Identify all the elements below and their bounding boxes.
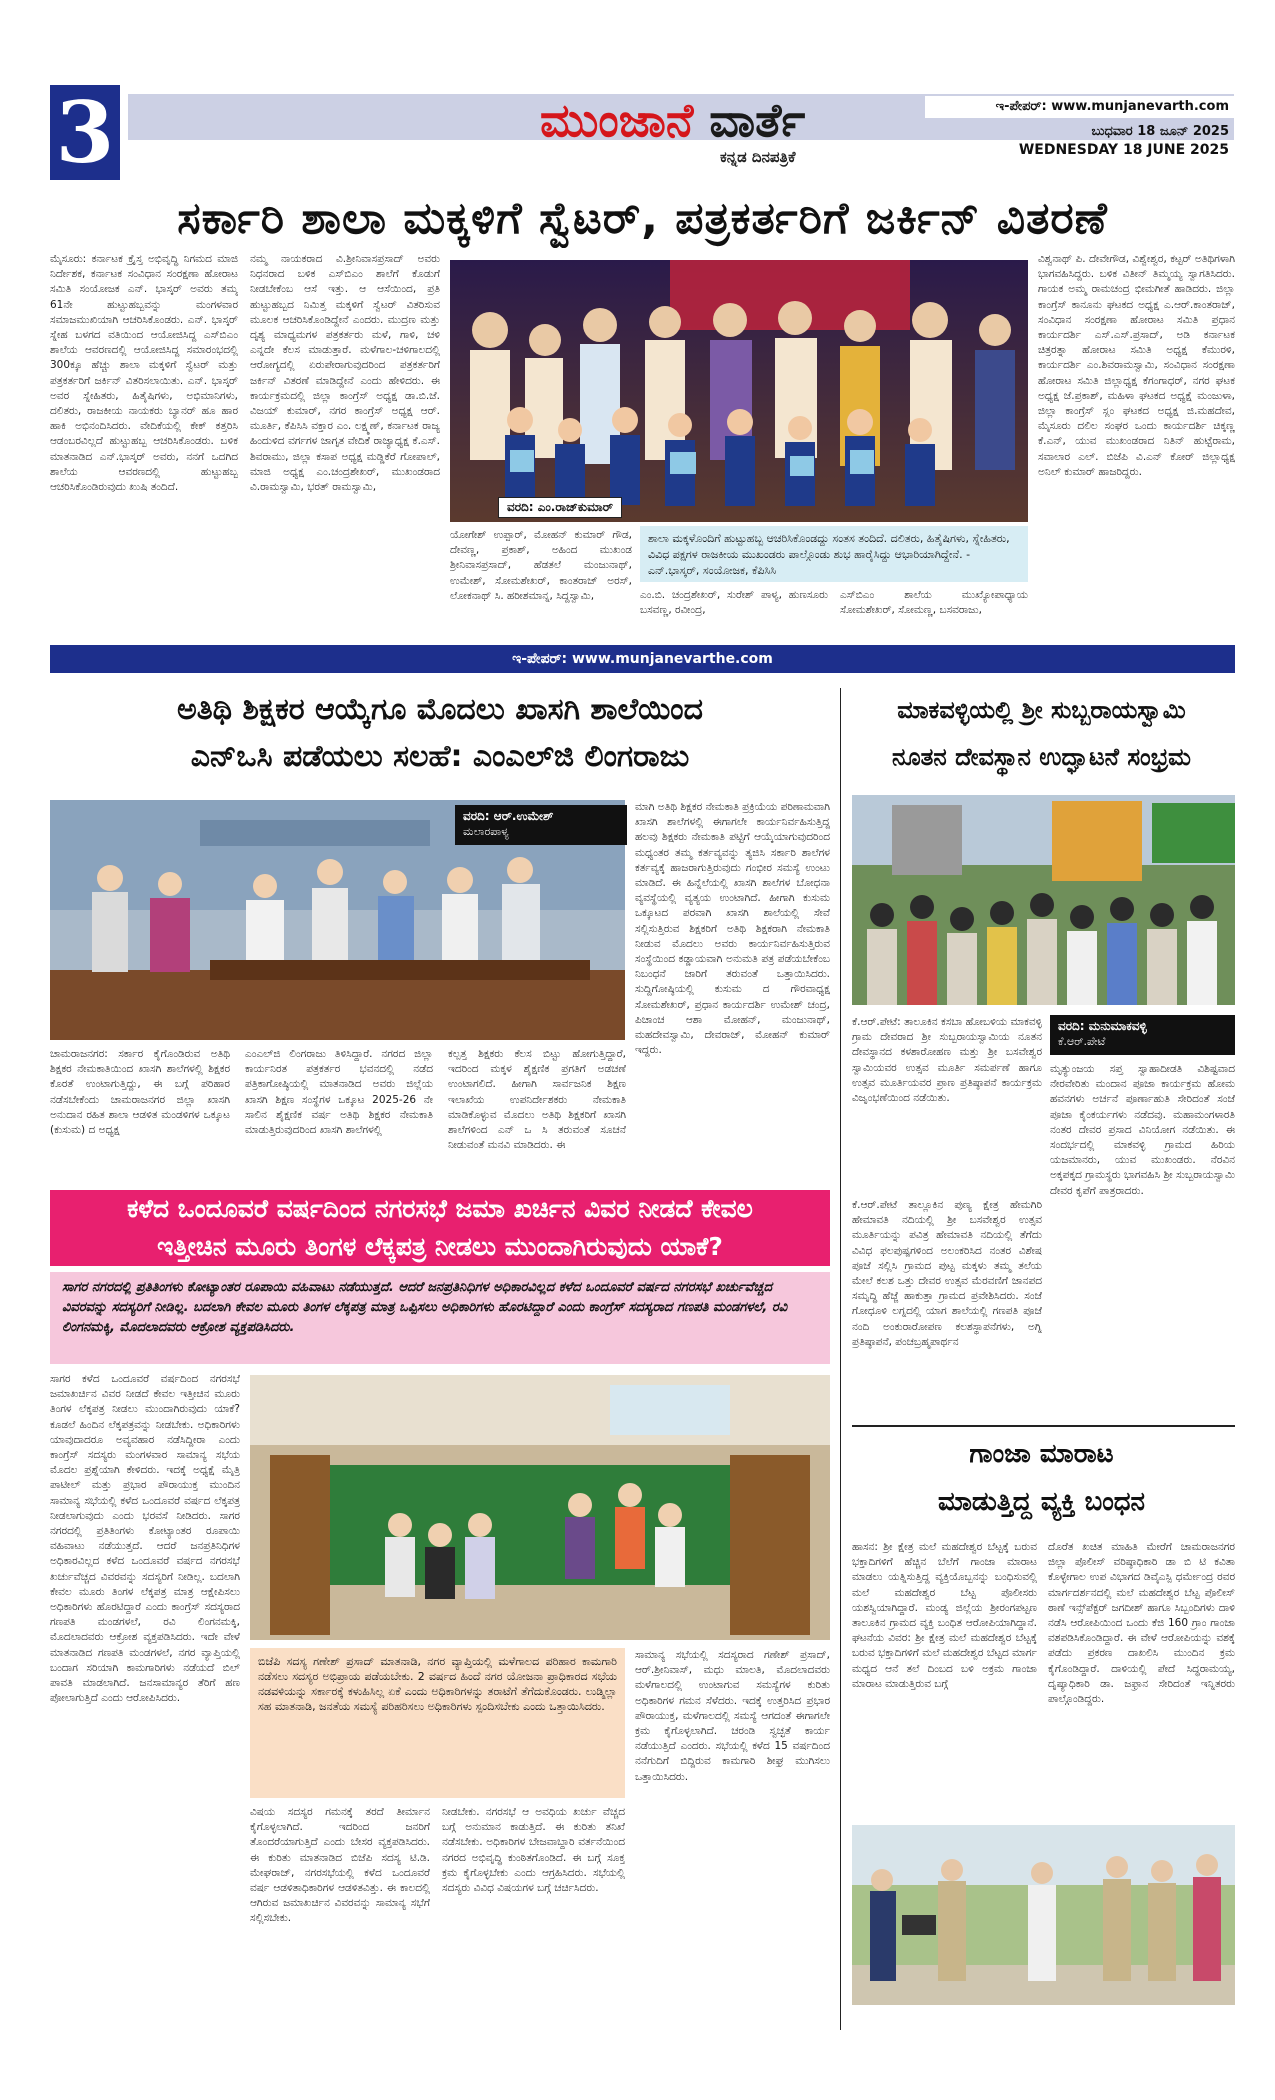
- story4-col3: ನೀಡಬೇಕು. ನಗರಸಭೆ ಆ ಅವಧಿಯ ಖರ್ಚು ವೆಚ್ಚದ ಬಗ್ಗೆ ಅನುಮಾನ ಕಾಡುತ್ತಿದೆ. ಈ ಕುರಿತು ತನಿಖೆ ನಡೆಸಬೇಕು. ಅಧಿಕಾರಿಗಳ ಬೇಜವಾಬ್ದಾರಿ ವರ್ತನೆಯಿಂದ ನಗರದ ಅಭಿವೃದ್ಧಿ ಕುಂಠಿತಗೊಂಡಿದೆ. ಈ ಬಗ್ಗೆ ಸೂಕ್ತ ಕ್ರಮ ಕೈಗೊಳ್ಳಬೇಕು ಎಂದು ಆಗ್ರಹಿಸಿದರು. ಸಭೆಯಲ್ಲಿ ಸದಸ್ಯರು ವಿವಿಧ ವಿಷಯಗಳ ಬಗ್ಗೆ ಚರ್ಚಿಸಿದರು.: [442, 1806, 625, 1895]
- story3-photo-image: [852, 795, 1235, 1005]
- story3-col2: ಮೃತ್ಯುಂಜಯ ಸಪ್ತ ಸ್ವಾಹಾದೀಡತಿ ವಿಶಿಷ್ಟವಾದ ನೇರವೇರಿತು ಮಂದಾನ ಪೂಜಾ ಕಾರ್ಯಕ್ರಮ ಹೋಮ ಹವನಗಳು ಅರ್ಚನೆ ಪೂರ್ಣಾಹುತಿ ಸೇರಿದಂತೆ ಸಂಜೆ ಪೂಜಾ ಕೈಂಕರ್ಯಗಳು ನಡೆದವು. ಮಹಾಮಂಗಳಾರತಿ ನಂತರ ದೇವರ ಪ್ರಸಾದ ವಿನಿಯೋಗ ನಡೆಯಿತು. ಈ ಸಂದರ್ಭದಲ್ಲಿ ಮಾಕವಳ್ಳಿ ಗ್ರಾಮದ ಹಿರಿಯ ಯಜಮಾನರು, ಯುವ ಮುಖಂಡರು. ನೆರವಿನ ಅಕ್ಕಪಕ್ಕದ ಗ್ರಾಮಸ್ಥರು ಭಾಗವಹಿಸಿ ಶ್ರೀ ಸುಬ್ಬರಾಯಸ್ವಾಮಿ ದೇವರ ಕೃಪೆಗೆ ಪಾತ್ರರಾದರು.: [1050, 1063, 1235, 1197]
- story2-col3: ಕಲ್ಪತ್ತ ಶಿಕ್ಷಕರು ಕೆಲಸ ಬಿಟ್ಟು ಹೋಗುತ್ತಿದ್ದಾರೆ, ಇದರಿಂದ ಮಕ್ಕಳ ಶೈಕ್ಷಣಿಕ ಪ್ರಗತಿಗೆ ಅಡಚಣೆ ಉಂಟಾಗಲಿದೆ. ಹೀಗಾಗಿ ಸಾರ್ವಜನಿಕ ಶಿಕ್ಷಣ ಇಲಾಖೆಯ ಉಪನಿರ್ದೇಶಕರು ನೇಮಕಾತಿ ಮಾಡಿಕೊಳ್ಳುವ ಮೊದಲು ಅತಿಥಿ ಶಿಕ್ಷಕರಿಗೆ ಖಾಸಗಿ ಶಾಲೆಗಳಿಂದ ಎನ್ ಒ ಸಿ ತರುವಂತೆ ಸೂಚನೆ ನೀಡುವಂತೆ ಮನವಿ ಮಾಡಿದರು. ಈ: [448, 1048, 626, 1152]
- masthead-date-kannada: ಬುಧವಾರ 18 ಜೂನ್ 2025: [1091, 124, 1229, 139]
- masthead-date-english: WEDNESDAY 18 JUNE 2025: [1018, 142, 1229, 158]
- story1-col2: ನಮ್ಮ ನಾಯಕರಾದ ವಿ.ಶ್ರೀನಿವಾಸಪ್ರಸಾದ್ ಅವರು ನಿಧನರಾದ ಬಳಿಕ ಎಸ್‌ಬಿಎಂ ಶಾಲೆಗೆ ಕೊಡುಗೆ ನೀಡಬೇಕೆಂಬ ಆಸೆ ಇತ್ತು. ಆ ಆಸೆಯಿಂದ, ಪ್ರತಿ ಹುಟ್ಟುಹಬ್ಬದ ನಿಮಿತ್ತ ಮಕ್ಕಳಿಗೆ ಸ್ವೆಟರ್ ವಿತರಿಸುವ ಮೂಲಕ ಆಚರಿಸಿಕೊಂಡಿದ್ದೇನೆ ಎಂದರು. ಮುದ್ರಣ ಮತ್ತು ದೃಶ್ಯ ಮಾಧ್ಯಮಗಳ ಪತ್ರಕರ್ತರು ಮಳೆ, ಗಾಳಿ, ಚಳಿ ಎನ್ನದೇ ಕೆಲಸ ಮಾಡುತ್ತಾರೆ. ಮಳೆಗಾಲ-ಚಳಿಗಾಲದಲ್ಲಿ ಆರೋಗ್ಯದಲ್ಲಿ ಏರುಪೇರಾಗುವುದರಿಂದ ಪತ್ರಕರ್ತರಿಗೆ ಜರ್ಕಿನ್ ವಿತರಣೆ ಮಾಡಿದ್ದೇನೆ ಎಂದು ಹೇಳಿದರು. ಈ ಕಾರ್ಯಕ್ರಮದಲ್ಲಿ ಜಿಲ್ಲಾ ಕಾಂಗ್ರೆಸ್ ಅಧ್ಯಕ್ಷ ಡಾ.ಬಿ.ಜೆ. ವಿಜಯ್ ಕುಮಾರ್, ನಗರ ಕಾಂಗ್ರೆಸ್ ಅಧ್ಯಕ್ಷ ಆರ್. ಮೂರ್ತಿ, ಕೆಪಿಸಿಸಿ ವಕ್ತಾರ ಎಂ. ಲಕ್ಷ್ಮಣ್, ಕರ್ನಾಟಕ ರಾಜ್ಯ ಹಿಂದುಳಿದ ವರ್ಗಗಳ ಜಾಗೃತ ವೇದಿಕೆ ರಾಜ್ಯಾಧ್ಯಕ್ಷ ಕೆ.ಎಸ್. ಶಿವರಾಮು, ಜಿಲ್ಲಾ ಕಸಾಪ ಅಧ್ಯಕ್ಷ ಮಡ್ಡಿಕೆರೆ ಗೋಪಾಲ್, ಮಾಜಿ ಅಧ್ಯಕ್ಷ ಎಂ.ಚಂದ್ರಶೇಖರ್, ಮುಖಂಡರಾದ ವಿ.ರಾಮಸ್ವಾಮಿ, ಭರತ್ ರಾಮಸ್ವಾಮಿ,: [250, 253, 440, 494]
- column-divider: [840, 688, 841, 2030]
- story4-band-line2: ಇತ್ತೀಚಿನ ಮೂರು ತಿಂಗಳ ಲೆಕ್ಕಪತ್ರ ನೀಡಲು ಮುಂದಾಗಿರುವುದು ಯಾಕೆ?: [50, 1228, 830, 1266]
- masthead-title-black: ವಾರ್ತೆ: [709, 93, 806, 147]
- story2-credit-reporter: ವರದಿ: ಆರ್.ಉಮೇಶ್: [463, 809, 554, 823]
- story3-photo-credit: [1050, 1015, 1235, 1055]
- story3-story5-divider: [852, 1425, 1235, 1427]
- story1-col1: ಮೈಸೂರು: ಕರ್ನಾಟಕ ಕ್ರೈಸ್ತ ಅಭಿವೃದ್ಧಿ ನಿಗಮದ ಮಾಜಿ ನಿರ್ದೇಶಕ, ಕರ್ನಾಟಕ ಸಂವಿಧಾನ ಸಂರಕ್ಷಣಾ ಹೋರಾಟ ಸಮಿತಿ ಸಂಯೋಜಕ ಎನ್. ಭಾಸ್ಕರ್ ಅವರು ತಮ್ಮ 61ನೇ ಹುಟ್ಟುಹಬ್ಬವನ್ನು ಮಂಗಳವಾರ ಸಮಾಜಮುಖಿಯಾಗಿ ಆಚರಿಸಿಕೊಂಡರು. ಎನ್. ಭಾಸ್ಕರ್ ಸ್ನೇಹ ಬಳಗದ ವತಿಯಿಂದ ಆಯೋಜಿಸಿದ್ದ ಎಸ್‌ಬಿಎಂ ಶಾಲೆಯ ಆವರಣದಲ್ಲಿ ಆಯೋಜಿಸಿದ್ದ ಸಮಾರಂಭದಲ್ಲಿ 300ಕ್ಕೂ ಹೆಚ್ಚು ಶಾಲಾ ಮಕ್ಕಳಿಗೆ ಸ್ವೆಟರ್ ಮತ್ತು ಪತ್ರಕರ್ತರಿಗೆ ಜರ್ಕಿನ್ ವಿತರಿಸಲಾಯಿತು. ಎನ್. ಭಾಸ್ಕರ್ ಅವರ ಸ್ನೇಹಿತರು, ಹಿತೈಷಿಗಳು, ಅಭಿಮಾನಿಗಳು, ದಲಿತರು, ರಾಜಕೀಯ ನಾಯಕರು ಬ್ಯಾನರ್ ಹೂ ಹಾರ ಹಾಕಿ ಅಭಿನಂದಿಸಿದರು. ವೇದಿಕೆಯಲ್ಲಿ ಕೇಕ್ ಕತ್ತರಿಸಿ ಆಡಂಬರವಿಲ್ಲದೆ ಹುಟ್ಟುಹಬ್ಬ ಆಚರಿಸಿಕೊಂಡರು. ಬಳಿಕ ಮಾತನಾಡಿದ ಎನ್.ಭಾಸ್ಕರ್ ಅವರು, ನನಗೆ ಒದಗಿದ ಶಾಲೆಯ ಆವರಣದಲ್ಲಿ ಹುಟ್ಟುಹಬ್ಬ ಆಚರಿಸಿಕೊಂಡಿರುವುದು ಖುಷಿ ತಂದಿದೆ.: [50, 253, 238, 494]
- story1-under-photo-col1: ಯೋಗೇಶ್ ಉಪ್ಪಾರ್, ಮೋಹನ್ ಕುಮಾರ್ ಗೌಡ, ದೇವಣ್ಣ, ಪ್ರಕಾಶ್, ಅಹಿಂದ ಮುಖಂಡ ಶ್ರೀನಿವಾಸಪ್ರಸಾದ್, ಹೆಡತಲೆ ಮಂಜುನಾಥ್, ಉಮೇಶ್, ಸೋಮಶೇಖರ್, ಕಾಂತರಾಜ್ ಅರಸ್, ಲೋಕನಾಥ್ ಸಿ. ಹರೀಶಮಾನ್ನ, ಸಿದ್ದಸ್ವಾಮಿ,: [450, 529, 632, 602]
- story5-photo: [852, 1825, 1235, 2005]
- epaper-bar[interactable]: ಇ-ಪೇಪರ್: www.munjanevarthe.com: [50, 645, 1235, 673]
- story1-under-photo-col2: ಎಂ.ಬಿ. ಚಂದ್ರಶೇಖರ್, ಸುರೇಶ್ ಪಾಳ್ಯ, ಹುಣಸೂರು ಬಸವಣ್ಣ, ರವೀಂದ್ರ,: [640, 589, 828, 617]
- story2-headline-line2: ಎನ್‌ಒಸಿ ಪಡೆಯಲು ಸಲಹೆ: ಎಂಎಲ್‌ಜಿ ಲಿಂಗರಾಜು: [190, 739, 690, 774]
- story4-intro: ಸಾಗರ ನಗರದಲ್ಲಿ ಪ್ರತಿತಿಂಗಳು ಕೋಟ್ಯಾಂತರ ರೂಪಾಯಿ ವಹಿವಾಟು ನಡೆಯುತ್ತದೆ. ಆದರೆ ಜನಪ್ರತಿನಿಧಿಗಳ ಅಧಿಕಾರವಿಲ್ಲದ ಕಳೆದ ಒಂದೂವರೆ ವರ್ಷದ ನಗರಸಭೆ ಖರ್ಚುವೆಚ್ಚದ ವಿವರವನ್ನು ಸದಸ್ಯರಿಗೆ ನೀಡಿಲ್ಲ. ಬದಲಾಗಿ ಕೇವಲ ಮೂರು ತಿಂಗಳ ಲೆಕ್ಕಪತ್ರ ಮಾತ್ರ ಒಪ್ಪಿಸಲು ಅಧಿಕಾರಿಗಳು ಹೊರಟಿದ್ದಾರೆ ಎಂದು ಕಾಂಗ್ರೆಸ್ ಸದಸ್ಯರಾದ ಗಣಪತಿ ಮಂಡಗಳಲೆ, ರವಿ ಲಿಂಗನಮಕ್ಕಿ, ಮೊದಲಾದವರು ಆಕ್ರೋಶ ವ್ಯಕ್ತಪಡಿಸಿದರು.: [50, 1272, 830, 1364]
- story3-headline-line1: ಮಾಕವಳ್ಳಿಯಲ್ಲಿ ಶ್ರೀ ಸುಬ್ಬರಾಯಸ್ವಾಮಿ: [897, 696, 1186, 724]
- story1-photo-image: [450, 260, 1028, 522]
- story5-col2: ದೊರೆತ ಖಚಿತ ಮಾಹಿತಿ ಮೇರೆಗೆ ಚಾಮರಾಜನಗರ ಜಿಲ್ಲಾ ಪೊಲೀಸ್ ವರಿಷ್ಠಾಧಿಕಾರಿ ಡಾ ಬಿ ಟಿ ಕವಿತಾ ಕೊಳ್ಳೇಗಾಲ ಉಪ ವಿಭಾಗದ ಡಿವೈಎಸ್ಪಿ ಧರ್ಮೇಂದ್ರ ರವರ ಮಾರ್ಗದರ್ಶನದಲ್ಲಿ ಮಲೆ ಮಹದೇಶ್ವರ ಬೆಟ್ಟ ಪೊಲೀಸ್ ಠಾಣೆ ಇನ್ಸ್‌ಪೆಕ್ಟರ್ ಜಗದೀಶ್ ಹಾಗೂ ಸಿಬ್ಬಂದಿಗಳು ದಾಳಿ ನಡೆಸಿ ಆರೋಪಿಯಿಂದ ಒಂದು ಕೆಜಿ 160 ಗ್ರಾಂ ಗಾಂಜಾ ವಶಪಡಿಸಿಕೊಂಡಿದ್ದಾರೆ. ಈ ವೇಳೆ ಆರೋಪಿಯನ್ನು ವಶಕ್ಕೆ ಪಡೆದು ಪ್ರಕರಣ ದಾಖಲಿಸಿ ಮುಂದಿನ ಕ್ರಮ ಕೈಗೊಂಡಿದ್ದಾರೆ. ದಾಳಿಯಲ್ಲಿ ಪೇದೆ ಸಿದ್ಧರಾಮಯ್ಯ, ದೃಷ್ಯಾಧಿಕಾರಿ ಡಾ. ಜಫ್ರಾನ ಸೇರಿದಂತೆ ಇನ್ನಿತರರು ಪಾಲ್ಗೊಂಡಿದ್ದರು.: [1048, 1541, 1235, 1706]
- masthead-title-red: ಮುಂಜಾನೆ: [540, 93, 694, 147]
- story1-under-photo-col3: ಎಸ್‌ಬಿಎಂ ಶಾಲೆಯ ಮುಖ್ಯೋಪಾಧ್ಯಾಯ ಸೋಮಶೇಖರ್, ಸೋಮಣ್ಣ, ಬಸವರಾಜು,: [840, 589, 1028, 617]
- story1-photo-credit: ವರದಿ: ಎಂ.ರಾಜ್‌ಕುಮಾರ್: [498, 497, 622, 518]
- story1-headline: ಸರ್ಕಾರಿ ಶಾಲಾ ಮಕ್ಕಳಿಗೆ ಸ್ವೆಟರ್, ಪತ್ರಕರ್ತರಿಗೆ ಜರ್ಕಿನ್ ವಿತರಣೆ: [177, 193, 1108, 244]
- story2-photo-credit: [455, 805, 627, 845]
- masthead-epaper-url[interactable]: ಇ-ಪೇಪರ್: www.munjanevarth.com: [925, 96, 1235, 118]
- story4-band-line1: ಕಳೆದ ಒಂದೂವರೆ ವರ್ಷದಿಂದ ನಗರಸಭೆ ಜಮಾ ಖರ್ಚಿನ ವಿವರ ನೀಡದೆ ಕೇವಲ: [50, 1190, 830, 1228]
- story4-photo: [250, 1375, 830, 1640]
- story1-col-right: ವಿಶ್ವನಾಥ್ ಪಿ. ದೇವೇಗೌಡ, ವಿಶ್ವೇಶ್ವರ, ಕಟ್ಟರ್ ಅತಿಥಿಗಳಾಗಿ ಭಾಗವಹಿಸಿದ್ದರು. ಬಳಿಕ ವಿತೀನ್ ತಿಮ್ಮಯ್ಯ ಸ್ವಾಗತಿಸಿದರು. ಗಾಯಕ ಅಮ್ಮ ರಾಮಚಂದ್ರ ಭೀಮಗೀತೆ ಹಾಡಿದರು. ಜಿಲ್ಲಾ ಕಾಂಗ್ರೆಸ್ ಕಾನೂನು ಘಟಕದ ಅಧ್ಯಕ್ಷ ಎ.ಆರ್.ಕಾಂತರಾಜ್, ಸಂವಿಧಾನ ಸಂರಕ್ಷಣಾ ಹೋರಾಟ ಸಮಿತಿ ಪ್ರಧಾನ ಕಾರ್ಯದರ್ಶಿ ಎಸ್.ಎಸ್.ಪ್ರಸಾದ್, ಅಡಿ ಕರ್ನಾಟಕ ಚಿತ್ರರತ್ನಾ ಹೋರಾಟ ಸಮಿತಿ ಅಧ್ಯಕ್ಷ ಕೆಮುರಳಿ, ಕಾರ್ಯದರ್ಶಿ ಎಂ.ಶಿವರಾಮಸ್ವಾಮಿ, ಸಂವಿಧಾನ ಸಂರಕ್ಷಣಾ ಹೋರಾಟ ಸಮಿತಿ ಜಿಲ್ಲಾಧ್ಯಕ್ಷ ಕೆಗಂಗಾಧರ್, ನಗರ ಘಟಕ ಅಧ್ಯಕ್ಷ ಜೆ.ಪ್ರಕಾಶ್, ಮಹಿಳಾ ಘಟಕದ ಅಧ್ಯಕ್ಷೆ ಮಂಜುಳಾ, ಜಿಲ್ಲಾ ಕಾಂಗ್ರೆಸ್ ಸ್ಲಂ ಘಟಕದ ಅಧ್ಯಕ್ಷ ಜಿ.ಮಹದೇವ, ಮೈಸೂರು ದಲಿಲ ಸಂಘರ ಒಂದು ಕಾರ್ಯದರ್ಶಿ ಚಿಕ್ಕಣ್ಣ ಕೆ.ಎನ್, ಯುವ ಮುಖಂಡರಾದ ನಿತಿನ್ ಹುಟ್ಟೆರಾಮ, ಸವಾಲಾರ ಎಲ್. ಬಿಜೆಪಿ ವಿ.ಎನ್ ಕೋರ್ ಜಿಲ್ಲಾಧ್ಯಕ್ಷ ಅನಿಲ್ ಕುಮಾರ್ ಹಾಜರಿದ್ದರು.: [1038, 253, 1235, 478]
- story2-col-right: ಮಾಗಿ ಅತಿಥಿ ಶಿಕ್ಷಕರ ನೇಮಕಾತಿ ಪ್ರಕ್ರಿಯೆಯ ಪರಿಣಾಮವಾಗಿ ಖಾಸಗಿ ಶಾಲೆಗಳಲ್ಲಿ ಈಗಾಗಲೇ ಕಾರ್ಯನಿರ್ವಹಿಸುತ್ತಿದ್ದ ಹಲವು ಶಿಕ್ಷಕರು ನೇಮಕಾತಿ ಪಟ್ಟಿಗೆ ಆಯ್ಕೆಯಾಗುವುದರಿಂದ ಮಧ್ಯಂತರ ತಮ್ಮ ಕರ್ತವ್ಯವನ್ನು ತ್ಯಜಿಸಿ ಸರ್ಕಾರಿ ಶಾಲೆಗಳ ಕರ್ತವ್ಯಕ್ಕೆ ಹಾಜರಾಗುತ್ತಿರುವುದು ಗಂಭೀರ ಸಮಸ್ಯೆ ಉಂಟು ಮಾಡಿದೆ. ಈ ಹಿನ್ನೆಲೆಯಲ್ಲಿ ಖಾಸಗಿ ಶಾಲೆಗಳ ಬೋಧನಾ ವ್ಯವಸ್ಥೆಯಲ್ಲಿ ವ್ಯತ್ಯಯ ಉಂಟಾಗಿದೆ. ಹೀಗಾಗಿ ಕುಸುಮ ಒಕ್ಕೂಟದ ಪರವಾಗಿ ಖಾಸಗಿ ಶಾಲೆಯಲ್ಲಿ ಸೇವೆ ಸಲ್ಲಿಸುತ್ತಿರುವ ಶಿಕ್ಷಕರಿಗೆ ಅತಿಥಿ ಶಿಕ್ಷಕರಾಗಿ ನೇಮಕಾತಿ ನೀಡುವ ಮೊದಲು ಅವರು ಕಾರ್ಯನಿರ್ವಹಿಸುತ್ತಿರುವ ಸಂಸ್ಥೆಯಿಂದ ಕಡ್ಡಾಯವಾಗಿ ಅನುಮತಿ ಪತ್ರ ಪಡೆಯಬೇಕೆಂಬ ನಿಬಂಧನೆ ಜಾರಿಗೆ ತರುವಂತೆ ಒತ್ತಾಯಿಸಿದರು. ಸುದ್ದಿಗೋಷ್ಠಿಯಲ್ಲಿ ಕುಸುಮ ದ ಗೌರವಾಧ್ಯಕ್ಷ ಸೋಮಶೇಖರ್, ಪ್ರಧಾನ ಕಾರ್ಯದರ್ಶಿ ಉಮೇಶ್ ಚಂದ್ರ, ಪಿಚಾಂಚ ಆಶಾ ಮೋಹನ್, ಮಂಜುನಾಥ್, ಮಹದೇವಸ್ವಾಮಿ, ದೇವರಾಜ್, ಮೋಹನ್ ಕುಮಾರ್ ಇದ್ದರು.: [635, 801, 830, 1057]
- story4-col1: ಸಾಗರ ಕಳೆದ ಒಂದೂವರೆ ವರ್ಷದಿಂದ ನಗರಸಭೆ ಜಮಾಖರ್ಚಿನ ವಿವರ ನೀಡದೆ ಕೇವಲ ಇತ್ತೀಚಿನ ಮೂರು ತಿಂಗಳ ಲೆಕ್ಕಪತ್ರ ನೀಡಲು ಮುಂದಾಗಿರುವುದು ಯಾಕೆ? ಕೂಡಲೆ ಹಿಂದಿನ ಲೆಕ್ಕಪತ್ರವನ್ನು ನೀಡಬೇಕು. ಅಧಿಕಾರಿಗಳು ಯಾವುದಾದರೂ ಅವ್ಯವಹಾರ ನಡೆಸಿದ್ದೀರಾ ಎಂದು ಕಾಂಗ್ರೆಸ್ ಸದಸ್ಯರು ಮಂಗಳವಾರ ಸಾಮಾನ್ಯ ಸಭೆಯ ಮೊದಲ ಪ್ರಶ್ನೆಯಾಗಿ ಕೇಳಿದರು. ಇದಕ್ಕೆ ಅಧ್ಯಕ್ಷೆ ಮೈತ್ರಿ ಪಾಟೀಲ್ ಮತ್ತು ಪ್ರಭಾರ ಪೌರಾಯುಕ್ತ ಮುಂದಿನ ಸಾಮಾನ್ಯ ಸಭೆಯಲ್ಲಿ ಕಳೆದ ಒಂದೂವರೆ ವರ್ಷದ ಲೆಕ್ಕಪತ್ರ ನೀಡಲಾಗುವುದು ಎಂದು ಭರವಸೆ ನೀಡಿದರು. ಸಾಗರ ನಗರದಲ್ಲಿ ಪ್ರತಿತಿಂಗಳು ಕೋಟ್ಯಾಂತರ ರೂಪಾಯಿ ವಹಿವಾಟು ನಡೆಯುತ್ತದೆ. ಆದರೆ ಜನಪ್ರತಿನಿಧಿಗಳ ಅಧಿಕಾರವಿಲ್ಲದ ಕಳೆದ ಒಂದೂವರೆ ವರ್ಷದ ನಗರಸಭೆ ಖರ್ಚುವೆಚ್ಚದ ವಿವರವನ್ನು ಸದಸ್ಯರಿಗೆ ನೀಡಿಲ್ಲ. ಬದಲಾಗಿ ಕೇವಲ ಮೂರು ತಿಂಗಳ ಲೆಕ್ಕಪತ್ರ ಮಾತ್ರ ಆಕ್ಷೇಪಿಸಲು ಅಧಿಕಾರಿಗಳು ಹೊರಟಿದ್ದಾರೆ ಎಂದು ಕಾಂಗ್ರೆಸ್ ಸದಸ್ಯರಾದ ಗಣಪತಿ ಮಂಡಗಳಲೆ, ರವಿ ಲಿಂಗನಮಕ್ಕಿ, ಮೊದಲಾದವರು ಆಕ್ರೋಶ ವ್ಯಕ್ತಪಡಿಸಿದರು. ಇದೇ ವೇಳೆ ಮಾತನಾಡಿದ ಗಣಪತಿ ಮಂಡಗಳಲೆ, ನಗರ ವ್ಯಾಪ್ತಿಯಲ್ಲಿ ಬಂದಾಗ ಸರಿಯಾಗಿ ಕಾಮಗಾರಿಗಳು ನಡೆಯದೆ ಬಿಲ್ ಪಾವತಿ ಮಾಡಲಾಗಿದೆ. ಜನಸಾಮಾನ್ಯರ ತೆರಿಗೆ ಹಣ ಪೋಲಾಗುತ್ತಿದೆ ಎಂದು ಆರೋಪಿಸಿದರು.: [50, 1373, 240, 1705]
- story2-headline-line1: ಅತಿಥಿ ಶಿಕ್ಷಕರ ಆಯ್ಕೆಗೂ ಮೊದಲು ಖಾಸಗಿ ಶಾಲೆಯಿಂದ: [177, 692, 703, 727]
- story5-headline-line1: ಗಾಂಜಾ ಮಾರಾಟ: [969, 1439, 1114, 1469]
- page-number: 3: [50, 85, 120, 180]
- story3-credit-reporter: ವರದಿ: ಮನುಮಾಕವಳ್ಳಿ: [1058, 1019, 1147, 1033]
- story5-col1: ಹಾಸನ: ಶ್ರೀ ಕ್ಷೇತ್ರ ಮಲೆ ಮಹದೇಶ್ವರ ಬೆಟ್ಟಕ್ಕೆ ಬರುವ ಭಕ್ತಾದಿಗಳಿಗೆ ಹೆಚ್ಚಿನ ಬೆಲೆಗೆ ಗಾಂಜಾ ಮಾರಾಟ ಮಾಡಲು ಯತ್ನಿಸುತ್ತಿದ್ದ ವ್ಯಕ್ತಿಯೊಬ್ಬನನ್ನು ಬಂಧಿಸುವಲ್ಲಿ ಮಲೆ ಮಹದೇಶ್ವರ ಬೆಟ್ಟ ಪೊಲೀಸರು ಯಶಸ್ವಿಯಾಗಿದ್ದಾರೆ. ಮಂಡ್ಯ ಜಿಲ್ಲೆಯ ಶ್ರೀರಂಗಪಟ್ಟಣ ತಾಲೂಕಿನ ಗ್ರಾಮದ ವ್ಯಕ್ತಿ ಬಂಧಿತ ಆರೋಪಿಯಾಗಿದ್ದಾನೆ. ಘಟನೆಯ ವಿವರ: ಶ್ರೀ ಕ್ಷೇತ್ರ ಮಲೆ ಮಹದೇಶ್ವರ ಬೆಟ್ಟಕ್ಕೆ ಬರುವ ಭಕ್ತಾದಿಗಳಿಗೆ ಮಲೆ ಮಹದೇಶ್ವರ ಬೆಟ್ಟದ ಮಾರ್ಗ ಮಧ್ಯದ ಆನೆ ತಲೆ ದಿಂಬದ ಬಳಿ ಅಕ್ರಮ ಗಾಂಜಾ ಮಾರಾಟ ಮಾಡುತ್ತಿರುವ ಬಗ್ಗೆ: [852, 1541, 1037, 1690]
- story3-credit-place: ಕೆ.ಆರ್.ಪೇಟೆ: [1058, 1035, 1106, 1048]
- story1-photo: [450, 260, 1028, 522]
- story3-col1: ಕೆ.ಆರ್.ಪೇಟೆ: ತಾಲೂಕಿನ ಕಸಬಾ ಹೋಬಳಿಯ ಮಾಕವಳ್ಳಿ ಗ್ರಾಮ ದೇವರಾದ ಶ್ರೀ ಸುಬ್ಬರಾಯಸ್ವಾಮಿಯ ನೂತನ ದೇವಸ್ಥಾನದ ಕಳಶಾರೋಹಣ ಮತ್ತು ಶ್ರೀ ಬಸವೇಶ್ವರ ಸ್ವಾಮಿಯವರ ಉತ್ಸವ ಮೂರ್ತಿ ಸಮರ್ಪಣೆ ಹಾಗೂ ಉತ್ಸವ ಮೂರ್ತಿಯವರ ಪ್ರಾಣ ಪ್ರತಿಷ್ಠಾಪನೆ ಕಾರ್ಯಕ್ರಮ ವಿಜೃಂಭಣೆಯಿಂದ ನಡೆಯಿತು.: [852, 1016, 1042, 1105]
- story5-photo-image: [852, 1825, 1235, 2005]
- story4-peach-box: ಬಿಜೆಪಿ ಸದಸ್ಯ ಗಣೇಶ್ ಪ್ರಸಾದ್ ಮಾತನಾಡಿ, ನಗರ ವ್ಯಾಪ್ತಿಯಲ್ಲಿ ಮಳೆಗಾಲದ ಪರಿಹಾರ ಕಾಮಗಾರಿ ನಡೆಸಲು ಸದಸ್ಯರ ಅಭಿಪ್ರಾಯ ಪಡೆಯಬೇಕು. 2 ವರ್ಷದ ಹಿಂದೆ ನಗರ ಯೋಜನಾ ಪ್ರಾಧಿಕಾರದ ಸಭೆಯ ನಡವಳಿಯನ್ನು ಸರ್ಕಾರಕ್ಕೆ ಕಳುಹಿಸಿಲ್ಲ ಏಕೆ ಎಂದು ಅಧಿಕಾರಿಗಳನ್ನು ತರಾಟೆಗೆ ತೆಗೆದುಕೊಂಡರು. ಲುಡ್ಮಿಲ್ಲಾ ಸಹ ಮಾತನಾಡಿ, ಜನತೆಯ ಸಮಸ್ಯೆ ಪರಿಹರಿಸಲು ಅಧಿಕಾರಿಗಳು ಸ್ಪಂದಿಸಬೇಕು ಎಂದು ಒತ್ತಾಯಿಸಿದರು.: [250, 1648, 625, 1798]
- story4-col2: ವಿಷಯ ಸದಸ್ಯರ ಗಮನಕ್ಕೆ ತರದೆ ತೀರ್ಮಾನ ಕೈಗೊಳ್ಳಲಾಗಿದೆ. ಇದರಿಂದ ಜನರಿಗೆ ತೊಂದರೆಯಾಗುತ್ತಿದೆ ಎಂದು ಬೇಸರ ವ್ಯಕ್ತಪಡಿಸಿದರು. ಈ ಕುರಿತು ಮಾತನಾಡಿದ ಬಿಜೆಪಿ ಸದಸ್ಯ ಟಿ.ಡಿ. ಮೇಘರಾಜ್, ನಗರಸಭೆಯಲ್ಲಿ ಕಳೆದ ಒಂದೂವರೆ ವರ್ಷ ಆಡಳಿತಾಧಿಕಾರಿಗಳ ಆಡಳಿತವಿತ್ತು. ಈ ಕಾಲದಲ್ಲಿ ಆಗಿರುವ ಜಮಾಖರ್ಚಿನ ವಿವರವನ್ನು ಸಾಮಾನ್ಯ ಸಭೆಗೆ ಸಲ್ಲಿಸಬೇಕು.: [250, 1806, 430, 1925]
- story2-col1: ಚಾಮರಾಜನಗರ: ಸರ್ಕಾರ ಕೈಗೊಂಡಿರುವ ಅತಿಥಿ ಶಿಕ್ಷಕರ ನೇಮಕಾತಿಯಿಂದ ಖಾಸಗಿ ಶಾಲೆಗಳಲ್ಲಿ ಶಿಕ್ಷಕರ ಕೊರತೆ ಉಂಟಾಗುತ್ತಿದ್ದು, ಈ ಬಗ್ಗೆ ಪರಿಹಾರ ನಡೆಸಬೇಕೆಂದು ಚಾಮರಾಜನಗರ ಜಿಲ್ಲಾ ಖಾಸಗಿ ಅನುದಾನ ರಹಿತ ಶಾಲಾ ಆಡಳಿತ ಮಂಡಳಿಗಳ ಒಕ್ಕೂಟ (ಕುಸುಮ) ದ ಅಧ್ಯಕ್ಷ: [50, 1048, 230, 1137]
- story1-quote-box: ಶಾಲಾ ಮಕ್ಕಳೊಂದಿಗೆ ಹುಟ್ಟುಹಬ್ಬ ಆಚರಿಸಿಕೊಂಡದ್ದು ಸಂತಸ ತಂದಿದೆ. ದಲಿತರು, ಹಿತೈಷಿಗಳು, ಸ್ನೇಹಿತರು, ವಿವಿಧ ಪಕ್ಷಗಳ ರಾಜಕೀಯ ಮುಖಂಡರು ಪಾಲ್ಗೊಂಡು ಶುಭ ಹಾರೈಸಿದ್ದು ಆಭಾರಿಯಾಗಿದ್ದೇನೆ. - ಎನ್.ಭಾಸ್ಕರ್, ಸಂಯೋಜಕ, ಕೆಪಿಸಿಸಿ: [640, 526, 1028, 582]
- story4-photo-image: [250, 1375, 830, 1640]
- masthead-title: [540, 93, 806, 147]
- masthead-subtitle: ಕನ್ನಡ ದಿನಪತ್ರಿಕೆ: [720, 148, 796, 166]
- story4-col4: ಸಾಮಾನ್ಯ ಸಭೆಯಲ್ಲಿ ಸದಸ್ಯರಾದ ಗಣೇಶ್ ಪ್ರಸಾದ್, ಆರ್.ಶ್ರೀನಿವಾಸ್, ಮಧು ಮಾಲತಿ, ಮೊದಲಾದವರು ಮಳೆಗಾಲದಲ್ಲಿ ಉಂಟಾಗುವ ಸಮಸ್ಯೆಗಳ ಕುರಿತು ಅಧಿಕಾರಿಗಳ ಗಮನ ಸೆಳೆದರು. ಇದಕ್ಕೆ ಉತ್ತರಿಸಿದ ಪ್ರಭಾರ ಪೌರಾಯುಕ್ತ, ಮಳೆಗಾಲದಲ್ಲಿ ಸಮಸ್ಯೆ ಆಗದಂತೆ ಈಗಾಗಲೇ ಕ್ರಮ ಕೈಗೊಳ್ಳಲಾಗಿದೆ. ಚರಂಡಿ ಸ್ವಚ್ಛತೆ ಕಾರ್ಯ ನಡೆಯುತ್ತಿದೆ ಎಂದರು. ಸಭೆಯಲ್ಲಿ ಕಳೆದ 15 ವರ್ಷದಿಂದ ನನೆಗುದಿಗೆ ಬಿದ್ದಿರುವ ಕಾಮಗಾರಿ ಶೀಘ್ರ ಮುಗಿಸಲು ಒತ್ತಾಯಿಸಿದರು.: [635, 1649, 830, 1783]
- story3-col1-continued: ಕೆ.ಆರ್.ಪೇಟೆ ತಾಲ್ಲೂಕಿನ ಪುಣ್ಯ ಕ್ಷೇತ್ರ ಹೇಮಗಿರಿ ಹೇಮಾವತಿ ನದಿಯಲ್ಲಿ ಶ್ರೀ ಬಸವೇಶ್ವರ ಉತ್ಸವ ಮೂರ್ತಿಯನ್ನು ಪವಿತ್ರ ಹೇಮಾವತಿ ನದಿಯಲ್ಲಿ ತೆಗೆದು ವಿವಿಧ ಫಲಪುಷ್ಪಗಳಿಂದ ಅಲಂಕರಿಸಿದ ನಂತರ ವಿಶೇಷ ಪೂಜೆ ಸಲ್ಲಿಸಿ ಗ್ರಾಮದ ಪುಟ್ಟ ಮಕ್ಕಳು ತಮ್ಮ ತಲೆಯ ಮೇಲೆ ಕಲಶ ಒತ್ತು ದೇವರ ಉತ್ಸವ ಮೆರವಣಿಗೆ ಜಾನಪದ ಸಮೃದ್ಧಿ ಹೆಜ್ಜೆ ಹಾಕುತ್ತಾ ಗ್ರಾಮದ ಪ್ರವೇಶಿಸಿದರು. ಸಂಜೆ ಗೋಧೂಳಿ ಲಗ್ನದಲ್ಲಿ ಯಾಗ ಶಾಲೆಯಲ್ಲಿ ಗಣಪತಿ ಪೂಜೆ ನಂದಿ ಅಂಕುರಾರೋಪಣ ಕಲಶಸ್ಥಾಪನೆಗಳು, ಅಗ್ನಿ ಪ್ರತಿಷ್ಠಾಪನೆ, ಪಂಚಬ್ರಹ್ಮಪಾರ್ಥನ: [852, 1199, 1042, 1348]
- story3-headline-line2: ನೂತನ ದೇವಸ್ಥಾನ ಉದ್ಘಾಟನೆ ಸಂಭ್ರಮ: [892, 743, 1191, 771]
- story2-credit-place: ಮಲಾರಪಾಳ್ಯ: [463, 825, 509, 838]
- story5-headline-line2: ಮಾಡುತ್ತಿದ್ದ ವ್ಯಕ್ತಿ ಬಂಧನ: [937, 1487, 1146, 1517]
- story2-col2: ಎಂಎಲ್‌ಜಿ ಲಿಂಗರಾಜು ತಿಳಿಸಿದ್ದಾರೆ. ನಗರದ ಜಿಲ್ಲಾ ಕಾರ್ಯನಿರತ ಪತ್ರಕರ್ತರ ಭವನದಲ್ಲಿ ನಡೆದ ಪತ್ರಿಕಾಗೋಷ್ಠಿಯಲ್ಲಿ ಮಾತನಾಡಿದ ಅವರು ಜಿಲ್ಲೆಯ ಖಾಸಗಿ ಶಿಕ್ಷಣ ಸಂಸ್ಥೆಗಳ ಒಕ್ಕೂಟ 2025-26 ನೇ ಸಾಲಿನ ಶೈಕ್ಷಣಿಕ ವರ್ಷ ಅತಿಥಿ ಶಿಕ್ಷಕರ ನೇಮಕಾತಿ ಮಾಡುತ್ತಿರುವುದರಿಂದ ಖಾಸಗಿ ಶಾಲೆಗಳಲ್ಲಿ: [245, 1048, 433, 1137]
- story3-photo: [852, 795, 1235, 1005]
